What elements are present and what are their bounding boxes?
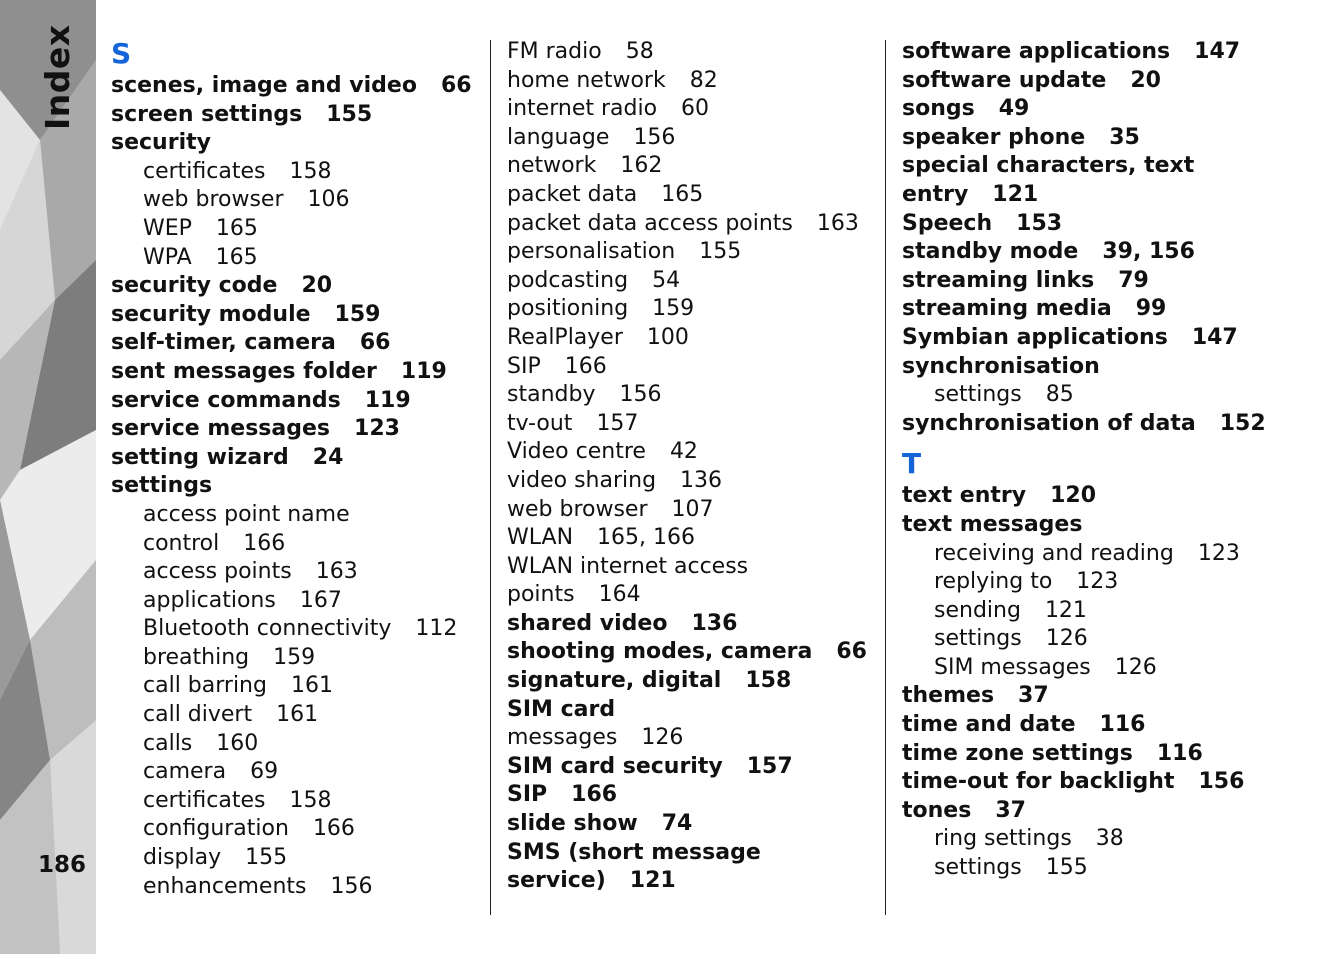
section-letter: S [111,37,132,70]
entry-term: packet data access points [507,210,793,236]
entry-page-ref: 123 [354,416,400,442]
entry-page-ref: 157 [746,753,793,779]
entry-page-ref: 66 [836,639,867,665]
entry-page-ref: 166 [312,816,355,842]
index-entry [111,387,481,416]
index-entry [902,740,1282,769]
index-subentry [111,215,481,244]
entry-page-ref: 20 [1130,67,1161,93]
index-subentry [902,568,1282,597]
index-entry [507,753,877,782]
index-subentry [507,210,877,239]
entry-page-ref: 116 [1099,712,1146,738]
entry-term: tones [902,797,972,823]
entry-page-ref: 37 [995,797,1026,823]
entry-page-ref: 39, 156 [1102,239,1195,265]
entry-term: SIP [507,782,548,808]
index-entry [111,415,481,444]
entry-term: standby [507,382,596,408]
entry-term: streaming links [902,267,1095,293]
index-subentry [507,724,877,753]
index-column-3 [902,38,1282,883]
entry-page-ref: 166 [564,353,607,379]
index-entry [902,711,1282,740]
index-subentry [902,540,1282,569]
entry-page-ref: 24 [312,444,344,470]
entry-page-ref: 42 [669,439,698,465]
entry-term: calls [143,730,193,756]
entry-page-ref: 147 [1194,39,1241,64]
entry-term: WEP [143,215,192,241]
index-entry [902,181,1282,210]
entry-term: display [143,845,222,871]
entry-term: SIM card security [507,753,723,779]
entry-page-ref: 123 [1076,569,1119,595]
entry-term: access points [143,559,292,585]
index-entry [507,781,877,810]
entry-page-ref: 161 [276,702,319,728]
entry-term: synchronisation [902,353,1100,379]
entry-term: call barring [143,673,267,699]
index-entry [902,353,1282,382]
entry-term: sent messages folder [111,358,377,384]
entry-term: internet radio [507,96,658,122]
index-subentry [111,644,481,673]
entry-term: camera [143,759,227,785]
entry-term: personalisation [507,239,676,265]
entry-page-ref: 155 [1045,855,1088,881]
entry-term: security [111,130,211,156]
entry-page-ref: 156 [330,873,373,899]
entry-term: shared video [507,610,668,636]
index-subentry [111,787,481,816]
index-subentry [111,758,481,787]
entry-page-ref: 100 [646,324,689,350]
entry-page-ref: 116 [1156,740,1203,766]
entry-term: self-timer, camera [111,330,336,356]
index-subentry [507,324,877,353]
entry-term: SIP [507,353,541,379]
entry-term: time zone settings [902,740,1133,766]
entry-term: points [507,582,575,608]
entry-page-ref: 155 [326,101,373,127]
entry-page-ref: 163 [315,559,358,585]
entry-term: time-out for backlight [902,769,1175,795]
entry-term: software applications [902,39,1171,64]
index-subentry [111,615,481,644]
index-subentry [507,267,877,296]
entry-page-ref: 74 [661,811,693,837]
entry-page-ref: 60 [681,96,710,122]
entry-page-ref: 20 [301,273,333,299]
entry-term: access point name [143,501,350,527]
entry-term: language [507,124,610,150]
entry-page-ref: 165 [661,181,704,207]
entry-page-ref: 120 [1050,483,1097,509]
index-entry [111,101,481,130]
entry-term: RealPlayer [507,324,623,350]
entry-page-ref: 66 [359,330,391,356]
entry-term: standby mode [902,239,1079,265]
entry-page-ref: 165 [215,244,258,270]
index-entry [111,272,481,301]
index-subentry [507,524,877,553]
entry-term: WLAN internet access [507,553,749,579]
index-column-2 [507,38,877,896]
index-entry [111,358,481,387]
entry-term: text entry [902,483,1027,509]
entry-page-ref: 37 [1018,683,1049,709]
index-subentry [507,295,877,324]
entry-page-ref: 119 [400,358,447,384]
entry-term: certificates [143,787,266,813]
entry-term: service commands [111,387,341,413]
index-entry [111,72,481,101]
entry-term: text messages [902,511,1083,537]
index-subentry [111,701,481,730]
entry-page-ref: 121 [1044,597,1087,623]
entry-page-ref: 136 [691,610,738,636]
index-entry [902,797,1282,826]
entry-term: call divert [143,702,253,728]
index-entry [507,667,877,696]
entry-page-ref: 166 [243,530,286,556]
entry-term: special characters, text [902,153,1195,179]
entry-page-ref: 106 [307,187,350,213]
index-entry [507,810,877,839]
entry-page-ref: 152 [1219,410,1266,436]
entry-term: service) [507,868,606,894]
entry-term: slide show [507,811,638,837]
index-entry [902,210,1282,239]
entry-page-ref: 165, 166 [597,525,695,551]
index-subentry [111,730,481,759]
index-subentry [111,530,481,559]
index-subentry [507,438,877,467]
index-entry [507,839,877,868]
entry-term: setting wizard [111,444,289,470]
index-subentry [902,625,1282,654]
entry-page-ref: 54 [652,267,681,293]
entry-page-ref: 107 [671,496,714,522]
index-subentry [507,238,877,267]
index-entry [902,95,1282,124]
column-divider [490,40,491,915]
index-subentry [507,581,877,610]
entry-term: security module [111,301,311,327]
entry-term: themes [902,683,995,709]
entry-term: scenes, image and video [111,73,417,98]
index-entry [507,867,877,896]
index-subentry [111,558,481,587]
entry-page-ref: 136 [680,467,723,493]
index-column-1 [111,38,481,901]
entry-term: screen settings [111,101,303,127]
index-subentry [111,672,481,701]
index-subentry [507,124,877,153]
entry-page-ref: 147 [1191,324,1238,350]
entry-term: configuration [143,816,289,842]
entry-page-ref: 159 [652,296,695,322]
entry-page-ref: 82 [689,67,718,93]
index-sidebar [0,0,96,954]
index-subentry [507,38,877,67]
entry-page-ref: 161 [290,673,333,699]
entry-page-ref: 119 [364,387,411,413]
index-entry [902,152,1282,181]
entry-term: FM radio [507,39,602,64]
entry-term: home network [507,67,666,93]
entry-page-ref: 156 [619,382,662,408]
entry-term: settings [934,626,1022,652]
index-entry [902,768,1282,797]
index-entry [902,267,1282,296]
page-number: 186 [38,852,87,878]
index-entry [902,38,1282,67]
entry-term: time and date [902,712,1076,738]
sidebar-pattern [0,0,96,954]
index-entry [902,682,1282,711]
entry-page-ref: 167 [299,587,342,613]
entry-page-ref: 156 [633,124,676,150]
entry-term: WLAN [507,525,574,551]
entry-term: web browser [143,187,284,213]
index-subentry [507,467,877,496]
entry-page-ref: 160 [216,730,259,756]
entry-term: SIM card [507,696,616,722]
index-entry [902,295,1282,324]
entry-page-ref: 165 [215,215,258,241]
entry-term: speaker phone [902,124,1086,150]
index-subentry [111,873,481,902]
entry-page-ref: 163 [816,210,859,236]
entry-page-ref: 158 [289,158,332,184]
entry-page-ref: 69 [250,759,279,785]
entry-term: enhancements [143,873,307,899]
entry-page-ref: 162 [620,153,663,179]
entry-page-ref: 158 [289,787,332,813]
index-entry [902,238,1282,267]
entry-term: receiving and reading [934,540,1174,566]
entry-term: shooting modes, camera [507,639,813,665]
entry-page-ref: 123 [1197,540,1240,566]
entry-term: positioning [507,296,629,322]
entry-page-ref: 157 [596,410,639,436]
entry-term: video sharing [507,467,657,493]
entry-page-ref: 126 [1045,626,1088,652]
entry-page-ref: 85 [1045,382,1074,408]
entry-term: SIM messages [934,654,1091,680]
entry-page-ref: 58 [625,39,654,64]
entry-page-ref: 166 [571,782,618,808]
entry-term: SMS (short message [507,839,761,865]
entry-term: network [507,153,597,179]
entry-term: applications [143,587,276,613]
entry-page-ref: 153 [1016,210,1063,236]
index-entry [507,638,877,667]
entry-term: Symbian applications [902,324,1168,350]
entry-page-ref: 156 [1198,769,1245,795]
index-entry [902,511,1282,540]
entry-term: certificates [143,158,266,184]
index-entry [111,472,481,501]
section-letter: T [902,447,922,481]
entry-page-ref: 126 [1114,654,1157,680]
index-subentry [111,501,481,530]
entry-page-ref: 155 [699,239,742,265]
index-entry [902,67,1282,96]
index-subentry [507,181,877,210]
entry-term: control [143,530,220,556]
index-subentry [111,815,481,844]
index-subentry [507,381,877,410]
entry-page-ref: 121 [629,868,676,894]
entry-term: software update [902,67,1107,93]
entry-term: Bluetooth connectivity [143,616,392,642]
index-subentry [111,244,481,273]
entry-page-ref: 38 [1095,826,1124,852]
entry-term: synchronisation of data [902,410,1196,436]
entry-page-ref: 159 [273,644,316,670]
index-entry [902,410,1282,439]
entry-term: podcasting [507,267,629,293]
index-subentry [507,410,877,439]
index-subentry [111,844,481,873]
entry-term: songs [902,96,975,122]
entry-term: WPA [143,244,192,270]
index-subentry [111,186,481,215]
entry-term: packet data [507,181,638,207]
index-entry [111,301,481,330]
index-subentry [507,496,877,525]
entry-page-ref: 66 [440,73,472,98]
entry-term: service messages [111,416,331,442]
entry-term: replying to [934,569,1053,595]
entry-term: settings [934,382,1022,408]
entry-page-ref: 159 [334,301,381,327]
index-entry [902,124,1282,153]
entry-page-ref: 155 [245,845,288,871]
index-entry [902,482,1282,511]
index-subentry [902,854,1282,883]
entry-term: sending [934,597,1021,623]
index-entry [507,696,877,725]
index-entry [111,444,481,473]
index-subentry [507,553,877,582]
entry-term: streaming media [902,296,1112,322]
entry-term: messages [507,725,618,751]
index-subentry [902,825,1282,854]
index-subentry [111,158,481,187]
index-subentry [507,95,877,124]
entry-term: tv-out [507,410,573,436]
index-subentry [902,381,1282,410]
index-subentry [902,597,1282,626]
entry-page-ref: 126 [641,725,684,751]
entry-page-ref: 112 [415,616,458,642]
index-subentry [902,654,1282,683]
index-entry [111,329,481,358]
entry-page-ref: 121 [992,181,1039,207]
entry-page-ref: 164 [598,582,641,608]
entry-term: entry [902,181,969,207]
entry-page-ref: 49 [998,96,1030,122]
entry-term: security code [111,273,278,299]
entry-term: signature, digital [507,668,722,694]
entry-term: settings [111,473,213,499]
entry-term: Video centre [507,439,646,465]
section-title: Index [38,24,77,130]
entry-term: ring settings [934,826,1072,852]
section-gap [902,438,1282,448]
index-subentry [507,67,877,96]
entry-term: web browser [507,496,648,522]
index-entry [507,610,877,639]
index-subentry [507,353,877,382]
entry-page-ref: 35 [1109,124,1140,150]
entry-page-ref: 158 [745,668,792,694]
column-divider [885,40,886,915]
index-entry [111,129,481,158]
index-subentry [111,587,481,616]
entry-page-ref: 79 [1118,267,1149,293]
entry-term: Speech [902,210,993,236]
entry-term: settings [934,855,1022,881]
entry-page-ref: 99 [1135,296,1167,322]
index-subentry [507,152,877,181]
entry-term: breathing [143,644,250,670]
index-entry [902,324,1282,353]
